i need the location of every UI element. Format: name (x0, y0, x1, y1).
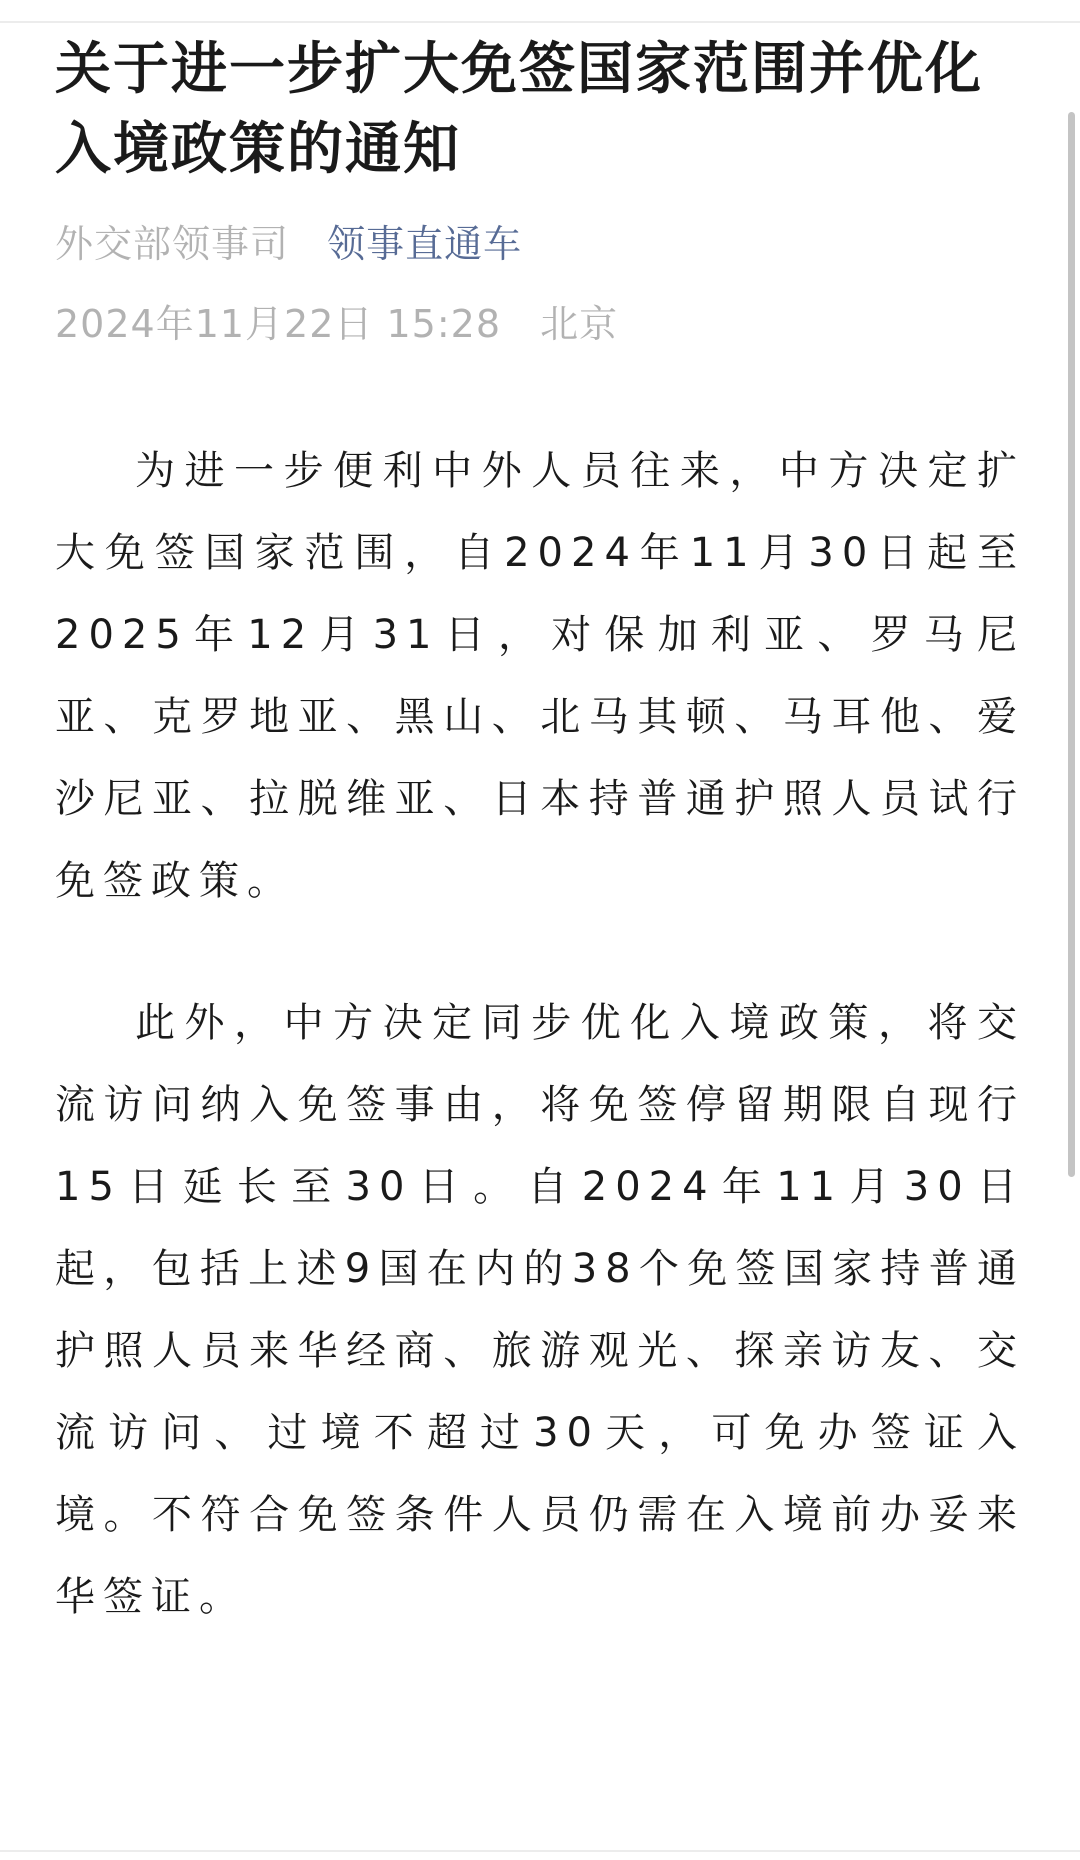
publish-info (55, 298, 1025, 350)
account-name-link[interactable]: 领事直通车 (327, 222, 523, 266)
author-name: 外交部领事司 (55, 222, 290, 266)
article-meta (55, 218, 1025, 270)
publish-time: 2024年11月22日 15:28 (55, 302, 502, 346)
bottom-divider (0, 1850, 1080, 1852)
body-paragraph: 此外，中方决定同步优化入境政策，将交流访问纳入免签事由，将免签停留期限自现行15日延长至30日。自2024年11月30日起，包括上述9国在内的38个免签国家持普通护照人员来华经商、旅游观光、探亲访友、交流访问、过境不超过30天，可免办签证入境。不符合免签条件人员仍需在入境前办妥来华签证。 (55, 1000, 1025, 1620)
article-body (55, 430, 1025, 1638)
article-title: 关于进一步扩大免签国家范围并优化入境政策的通知 (55, 37, 983, 182)
body-paragraph: 为进一步便利中外人员往来，中方决定扩大免签国家范围，自2024年11月30日起至2025年12月31日，对保加利亚、罗马尼亚、克罗地亚、黑山、北马其顿、马耳他、爱沙尼亚、拉脱维亚、日本持普通护照人员试行免签政策。 (55, 448, 1025, 904)
top-divider (0, 21, 1080, 23)
article-container (55, 30, 1025, 1698)
scrollbar-thumb[interactable] (1068, 112, 1075, 1177)
publish-location: 北京 (540, 302, 619, 346)
